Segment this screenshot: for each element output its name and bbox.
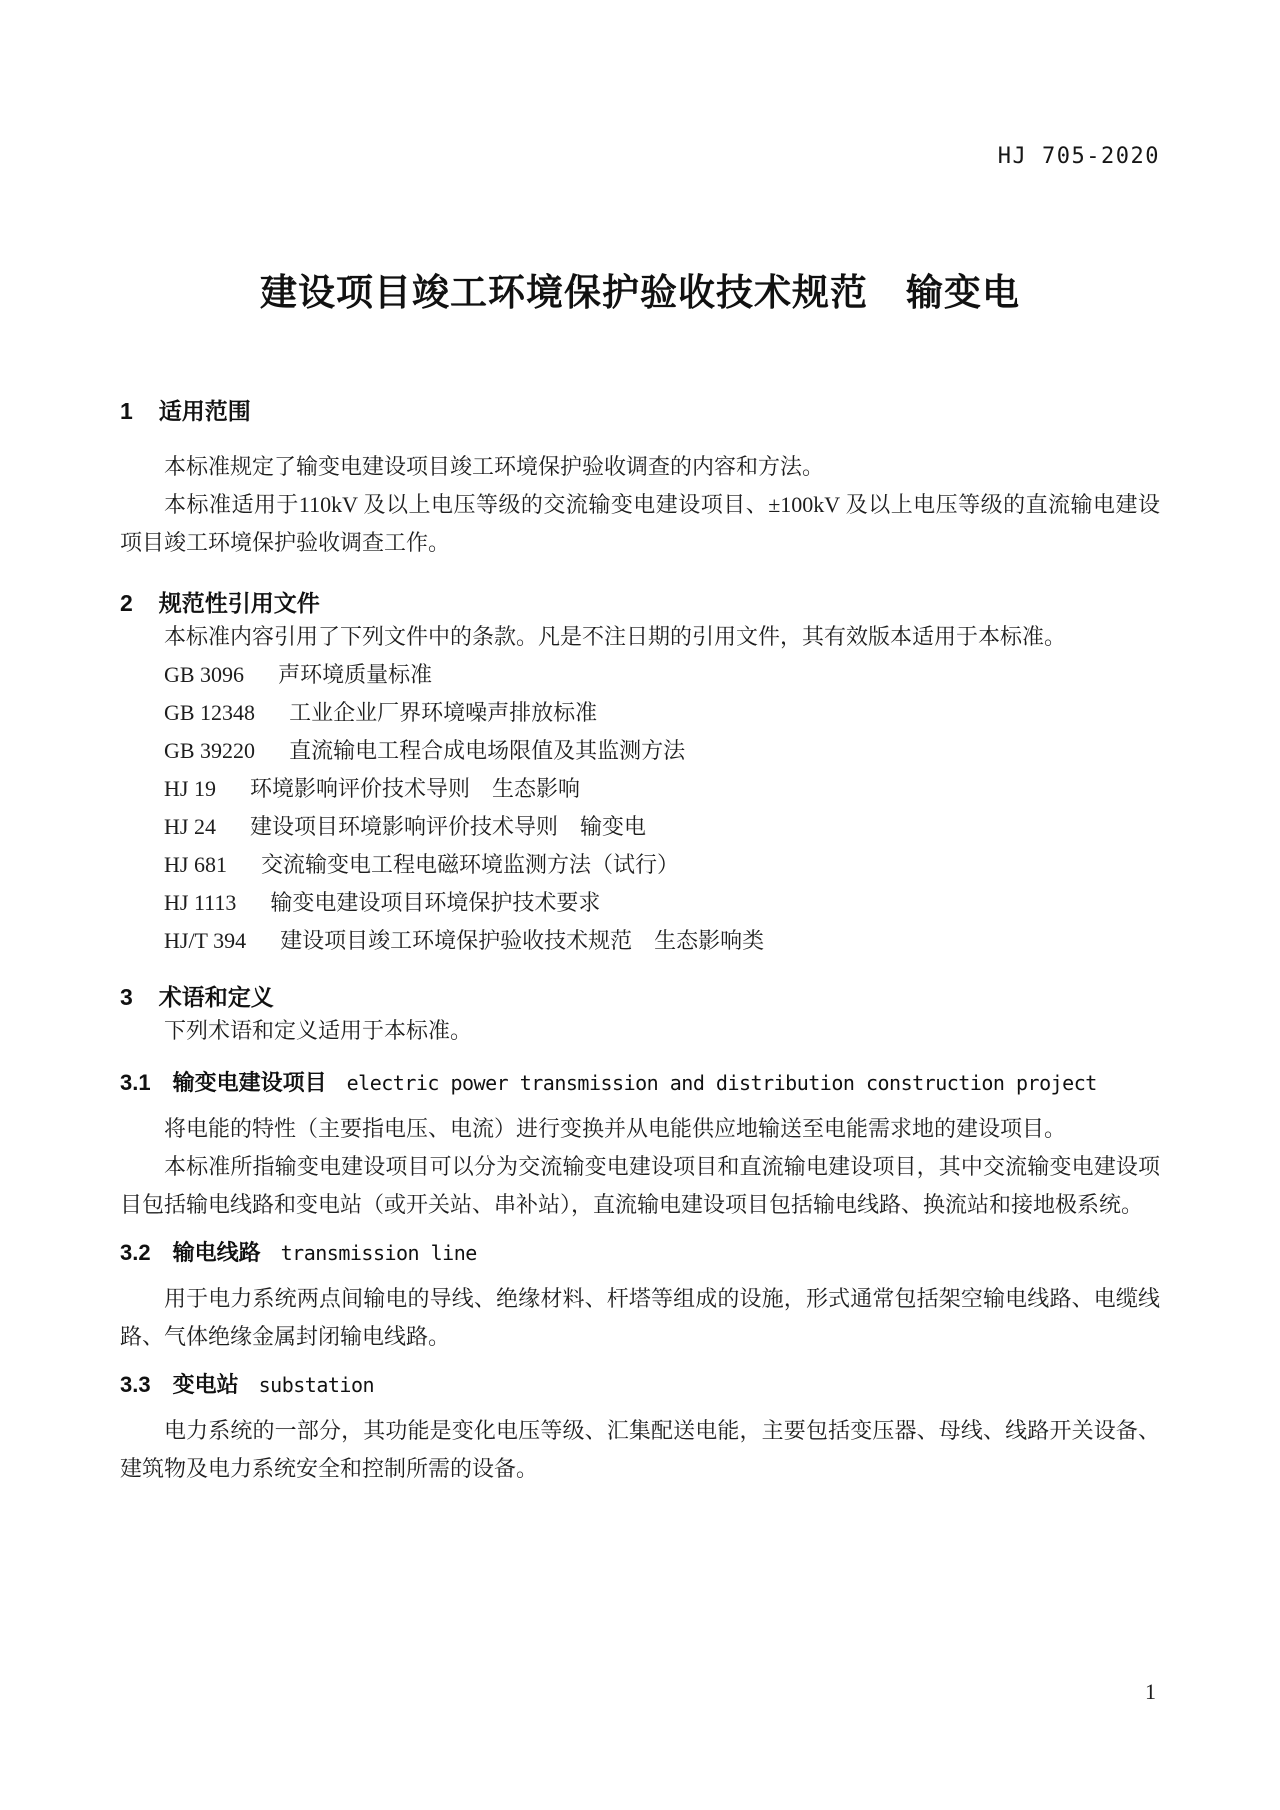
section-1-number: 1 bbox=[120, 398, 133, 424]
reference-title: 环境影响评价技术导则 生态影响 bbox=[249, 776, 580, 801]
term-heading-3-1 bbox=[120, 1068, 1160, 1098]
term-heading-3-2 bbox=[120, 1238, 1160, 1268]
page-number: 1 bbox=[1145, 1679, 1156, 1704]
section-3-title: 术语和定义 bbox=[158, 984, 274, 1010]
term-name-zh: 输变电建设项目 bbox=[172, 1070, 327, 1095]
term-body-3-3 bbox=[120, 1412, 1160, 1488]
reference-title: 建设项目环境影响评价技术导则 输变电 bbox=[249, 814, 646, 839]
reference-item bbox=[120, 846, 1160, 884]
reference-title: 工业企业厂界环境噪声排放标准 bbox=[289, 700, 598, 725]
reference-title: 交流输变电工程电磁环境监测方法（试行） bbox=[260, 852, 679, 877]
reference-code: HJ/T 394 bbox=[164, 928, 247, 953]
section-2-title: 规范性引用文件 bbox=[158, 590, 320, 616]
reference-code: HJ 24 bbox=[164, 814, 216, 839]
standard-code: HJ 705-2020 bbox=[997, 144, 1160, 169]
reference-title: 建设项目竣工环境保护验收技术规范 生态影响类 bbox=[280, 928, 765, 953]
section-3-intro: 下列术语和定义适用于本标准。 bbox=[164, 1018, 473, 1043]
reference-code: GB 39220 bbox=[164, 738, 256, 763]
term-name-zh: 变电站 bbox=[172, 1372, 239, 1397]
term-name-en: substation bbox=[258, 1373, 375, 1397]
term-number: 3.1 bbox=[120, 1070, 151, 1095]
section-2-heading bbox=[120, 588, 1160, 618]
section-2-intro: 本标准内容引用了下列文件中的条款。凡是不注日期的引用文件，其有效版本适用于本标准。 bbox=[164, 624, 1067, 649]
section-3-heading bbox=[120, 982, 1160, 1012]
term-name-en: electric power transmission and distribution construction project bbox=[346, 1071, 1097, 1095]
section-3-number: 3 bbox=[120, 984, 133, 1010]
reference-item bbox=[120, 656, 1160, 694]
reference-item bbox=[120, 732, 1160, 770]
paragraph: 电力系统的一部分，其功能是变化电压等级、汇集配送电能，主要包括变压器、母线、线路开关设备、建筑物及电力系统安全和控制所需的设备。 bbox=[120, 1418, 1160, 1481]
paragraph: 本标准规定了输变电建设项目竣工环境保护验收调查的内容和方法。 bbox=[164, 454, 825, 479]
reference-item bbox=[120, 770, 1160, 808]
term-number: 3.3 bbox=[120, 1372, 151, 1397]
document-title: 建设项目竣工环境保护验收技术规范 输变电 bbox=[260, 272, 1020, 313]
reference-title: 声环境质量标准 bbox=[278, 662, 433, 687]
page-content bbox=[0, 146, 1280, 1488]
paragraph: 本标准所指输变电建设项目可以分为交流输变电建设项目和直流输电建设项目，其中交流输变电建设项目包括输电线路和变电站（或开关站、串补站），直流输电建设项目包括输电线路、换流站和接地极系统。 bbox=[120, 1154, 1160, 1217]
section-1-title: 适用范围 bbox=[158, 398, 251, 424]
reference-code: HJ 1113 bbox=[164, 890, 237, 915]
reference-title: 直流输电工程合成电场限值及其监测方法 bbox=[289, 738, 686, 763]
reference-item bbox=[120, 808, 1160, 846]
paragraph: 将电能的特性（主要指电压、电流）进行变换并从电能供应地输送至电能需求地的建设项目。 bbox=[164, 1116, 1067, 1141]
reference-code: HJ 681 bbox=[164, 852, 227, 877]
term-body-3-1 bbox=[120, 1110, 1160, 1224]
reference-item bbox=[120, 884, 1160, 922]
reference-item bbox=[120, 922, 1160, 960]
term-number: 3.2 bbox=[120, 1240, 151, 1265]
term-heading-3-3 bbox=[120, 1370, 1160, 1400]
reference-code: HJ 19 bbox=[164, 776, 216, 801]
reference-item bbox=[120, 694, 1160, 732]
term-body-3-2 bbox=[120, 1280, 1160, 1356]
paragraph: 用于电力系统两点间输电的导线、绝缘材料、杆塔等组成的设施，形式通常包括架空输电线路、电缆线路、气体绝缘金属封闭输电线路。 bbox=[120, 1286, 1160, 1349]
reference-title: 输变电建设项目环境保护技术要求 bbox=[270, 890, 601, 915]
section-1-body bbox=[120, 448, 1160, 562]
term-name-en: transmission line bbox=[280, 1241, 477, 1265]
term-name-zh: 输电线路 bbox=[172, 1240, 261, 1265]
paragraph: 本标准适用于110kV 及以上电压等级的交流输变电建设项目、±100kV 及以上电压等级的直流输电建设项目竣工环境保护验收调查工作。 bbox=[120, 492, 1160, 555]
section-1-heading bbox=[120, 396, 1160, 426]
reference-code: GB 12348 bbox=[164, 700, 256, 725]
reference-list bbox=[120, 656, 1160, 960]
section-2-number: 2 bbox=[120, 590, 133, 616]
reference-code: GB 3096 bbox=[164, 662, 245, 687]
